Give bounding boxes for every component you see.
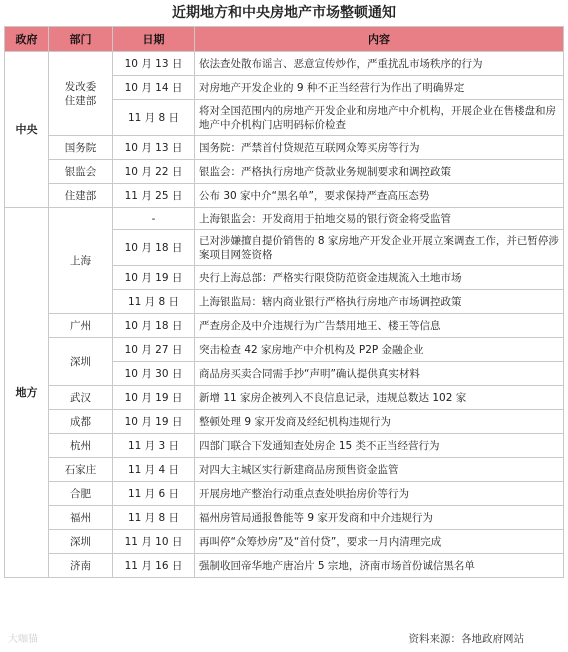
content-cell: 严查房企及中介违规行为广告禁用地王、楼王等信息	[195, 314, 564, 338]
dept-cell: 武汉	[49, 386, 113, 410]
date-cell: 11 月 8 日	[113, 290, 195, 314]
content-cell: 上海银监会：开发商用于拍地交易的银行资金将受监管	[195, 208, 564, 230]
table-row	[5, 410, 564, 434]
date-cell: 10 月 13 日	[113, 136, 195, 160]
table-row	[5, 482, 564, 506]
dept-cell: 广州	[49, 314, 113, 338]
table-row	[5, 338, 564, 362]
dept-cell: 发改委 住建部	[49, 52, 113, 136]
date-cell: 10 月 13 日	[113, 52, 195, 76]
table-row	[5, 554, 564, 578]
content-cell: 福州房管局通报鲁能等 9 家开发商和中介违规行为	[195, 506, 564, 530]
table-row	[5, 136, 564, 160]
content-cell: 上海银监局：辖内商业银行严格执行房地产市场调控政策	[195, 290, 564, 314]
content-cell: 对房地产开发企业的 9 种不正当经营行为作出了明确界定	[195, 76, 564, 100]
watermark-logo: 大咖猫	[8, 634, 38, 645]
table-row	[5, 434, 564, 458]
header-region: 政府	[5, 27, 49, 52]
date-cell: 11 月 16 日	[113, 554, 195, 578]
content-cell: 整顿处理 9 家开发商及经纪机构违规行为	[195, 410, 564, 434]
content-cell: 开展房地产整治行动重点查处哄抬房价等行为	[195, 482, 564, 506]
date-cell: 10 月 18 日	[113, 230, 195, 266]
content-cell: 依法查处散布谣言、恶意宣传炒作，严重扰乱市场秩序的行为	[195, 52, 564, 76]
notice-table	[4, 26, 564, 578]
date-cell: 11 月 4 日	[113, 458, 195, 482]
date-cell: 10 月 18 日	[113, 314, 195, 338]
date-cell: -	[113, 208, 195, 230]
table-row	[5, 184, 564, 208]
dept-cell: 合肥	[49, 482, 113, 506]
header-date: 日期	[113, 27, 195, 52]
content-cell: 四部门联合下发通知查处房企 15 类不正当经营行为	[195, 434, 564, 458]
content-cell: 国务院：严禁首付贷规范互联网众筹买房等行为	[195, 136, 564, 160]
content-cell: 再叫停“众筹炒房”及“首付贷”，要求一月内清理完成	[195, 530, 564, 554]
source-note: 资料来源：各地政府网站	[408, 633, 524, 645]
date-cell: 10 月 19 日	[113, 386, 195, 410]
table-row	[5, 386, 564, 410]
header-content: 内容	[195, 27, 564, 52]
date-cell: 11 月 3 日	[113, 434, 195, 458]
date-cell: 11 月 10 日	[113, 530, 195, 554]
dept-cell: 杭州	[49, 434, 113, 458]
table-row	[5, 52, 564, 76]
page-title: 近期地方和中央房地产市场整顿通知	[172, 5, 396, 21]
dept-cell: 住建部	[49, 184, 113, 208]
content-cell: 强制收回帝华地产唐冶片 5 宗地，济南市场首份诚信黑名单	[195, 554, 564, 578]
content-cell: 央行上海总部：严格实行限贷防范资金违规流入土地市场	[195, 266, 564, 290]
table-row	[5, 506, 564, 530]
region-central: 中央	[5, 52, 49, 208]
date-cell: 11 月 8 日	[113, 506, 195, 530]
date-cell: 10 月 14 日	[113, 76, 195, 100]
dept-cell: 深圳	[49, 530, 113, 554]
dept-cell: 福州	[49, 506, 113, 530]
content-cell: 公布 30 家中介“黑名单”，要求保持严查高压态势	[195, 184, 564, 208]
date-cell: 10 月 22 日	[113, 160, 195, 184]
header-dept: 部门	[49, 27, 113, 52]
date-cell: 10 月 19 日	[113, 266, 195, 290]
content-cell: 已对涉嫌擅自提价销售的 8 家房地产开发企业开展立案调查工作，并已暂停涉案项目网签资格	[195, 230, 564, 266]
date-cell: 11 月 8 日	[113, 100, 195, 136]
date-cell: 10 月 19 日	[113, 410, 195, 434]
table-row	[5, 160, 564, 184]
date-cell: 11 月 25 日	[113, 184, 195, 208]
dept-cell: 银监会	[49, 160, 113, 184]
content-cell: 突击检查 42 家房地产中介机构及 P2P 金融企业	[195, 338, 564, 362]
content-cell: 新增 11 家房企被列入不良信息记录，违规总数达 102 家	[195, 386, 564, 410]
dept-cell: 济南	[49, 554, 113, 578]
dept-cell: 成都	[49, 410, 113, 434]
table-row	[5, 530, 564, 554]
content-cell: 商品房买卖合同需手抄“声明”确认提供真实材料	[195, 362, 564, 386]
date-cell: 10 月 27 日	[113, 338, 195, 362]
content-cell: 银监会：严格执行房地产贷款业务规制要求和调控政策	[195, 160, 564, 184]
dept-cell: 国务院	[49, 136, 113, 160]
date-cell: 10 月 30 日	[113, 362, 195, 386]
table-row	[5, 314, 564, 338]
table-header-row	[5, 27, 564, 52]
dept-cell: 上海	[49, 208, 113, 314]
dept-cell: 石家庄	[49, 458, 113, 482]
region-local: 地方	[5, 208, 49, 578]
dept-cell: 深圳	[49, 338, 113, 386]
content-cell: 将对全国范围内的房地产开发企业和房地产中介机构，开展企业在售楼盘和房地产中介机构门店明码标价检查	[195, 100, 564, 136]
table-row	[5, 458, 564, 482]
date-cell: 11 月 6 日	[113, 482, 195, 506]
table-row	[5, 208, 564, 230]
footer	[0, 628, 568, 648]
content-cell: 对四大主城区实行新建商品房预售资金监管	[195, 458, 564, 482]
